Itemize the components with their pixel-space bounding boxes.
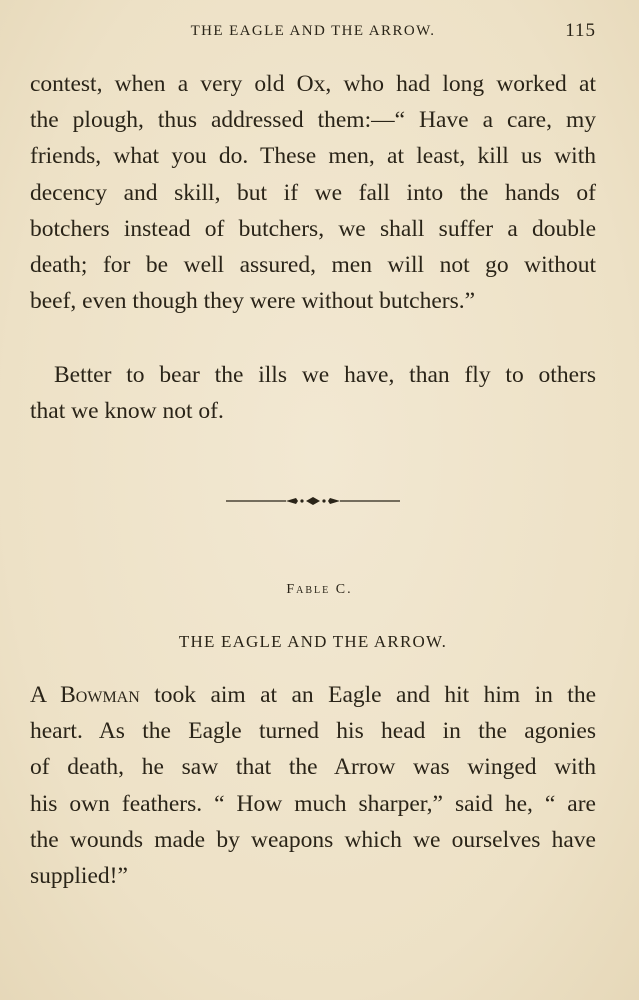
page-number: 115 xyxy=(565,20,596,41)
text-line: botchers instead of butchers, we shall suffer a double xyxy=(30,215,596,242)
ornamental-divider xyxy=(226,493,400,509)
text-line: of death, he saw that the Arrow was winged with xyxy=(30,754,596,781)
fable-first-line-rest: took aim at an Eagle and hit him in the xyxy=(154,682,597,708)
text-line: decency and skill, but if we fall into the hands of xyxy=(30,179,596,206)
text-line: his own feathers. “ How much sharper,” said he, “ are xyxy=(30,790,596,817)
text-line: contest, when a very old Ox, who had long worked at xyxy=(30,71,596,97)
fable-first-word: A xyxy=(30,682,46,708)
text-line: supplied!” xyxy=(30,862,128,889)
text-line: the plough, thus addressed them:—“ Have a care, my xyxy=(30,107,596,134)
text-line: friends, what you do. These men, at least, kill us with xyxy=(30,143,596,170)
moral-line: that we know not of. xyxy=(30,398,224,425)
text-line: heart. As the Eagle turned his head in the agonies xyxy=(30,718,596,745)
moral-line: Better to bear the ills we have, than fly to others xyxy=(54,362,596,388)
moral xyxy=(30,357,596,429)
running-header xyxy=(30,20,596,44)
running-title: THE EAGLE AND THE ARROW. xyxy=(190,23,436,39)
fable-smallcaps-word: Bowman xyxy=(60,682,140,708)
text-line: the wounds made by weapons which we ourselves have xyxy=(30,826,596,853)
text-line xyxy=(30,677,596,713)
fable-title: THE EAGLE AND THE ARROW. xyxy=(178,632,448,651)
text-line: beef, even though they were without butchers.” xyxy=(30,288,476,315)
text-line: death; for be well assured, men will not go without xyxy=(30,251,596,278)
previous-fable-ending xyxy=(30,66,596,319)
fable-number: Fable C. xyxy=(286,582,353,597)
fable-body xyxy=(30,677,596,894)
